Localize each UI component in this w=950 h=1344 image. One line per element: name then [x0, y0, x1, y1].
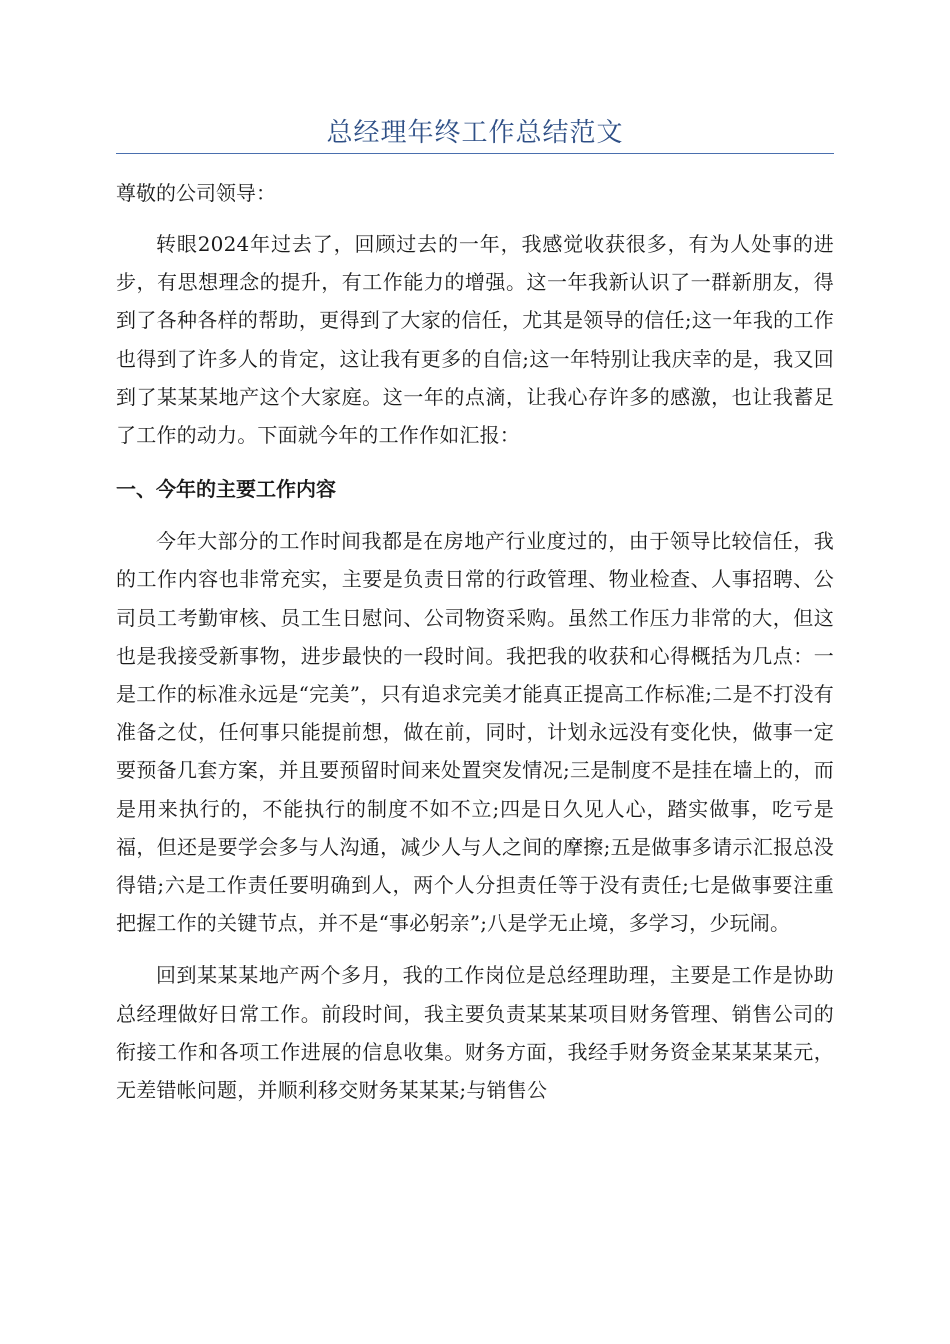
paragraph-current-role: 回到某某某地产两个多月，我的工作岗位是总经理助理，主要是工作是协助总经理做好日常工作。前段时间，我主要负责某某某项目财务管理、销售公司的衔接工作和各项工作进展的信息收集。财务方面，我经手财务资金某某某某元，无差错帐问题，并顺利移交财务某某某;与销售公	[116, 963, 834, 1103]
salutation: 尊敬的公司领导：	[116, 181, 276, 205]
paragraph-intro: 转眼2024年过去了，回顾过去的一年，我感觉收获很多，有为人处事的进步，有思想理念的提升，有工作能力的增强。这一年我新认识了一群新朋友，得到了各种各样的帮助，更得到了大家的信任，尤其是领导的信任;这一年我的工作也得到了许多人的肯定，这让我有更多的自信;这一年特别让我庆幸的是，我又回到了某某某地产这个大家庭。这一年的点滴，让我心存许多的感激，也让我蓄足了工作的动力。下面就今年的工作作如汇报：	[116, 232, 834, 448]
title-divider	[116, 153, 834, 154]
document-page	[116, 0, 834, 1109]
document-title: 总经理年终工作总结范文	[326, 118, 624, 148]
section-heading: 一、今年的主要工作内容	[116, 477, 336, 502]
paragraph-main-work: 今年大部分的工作时间我都是在房地产行业度过的，由于领导比较信任，我的工作内容也非常充实，主要是负责日常的行政管理、物业检查、人事招聘、公司员工考勤审核、员工生日慰问、公司物资采购。虽然工作压力非常的大，但这也是我接受新事物，进步最快的一段时间。我把我的收获和心得概括为几点：一是工作的标准永远是“完美”，只有追求完美才能真正提高工作标准;二是不打没有准备之仗，任何事只能提前想，做在前，同时，计划永远没有变化快，做事一定要预备几套方案，并且要预留时间来处置突发情况;三是制度不是挂在墙上的，而是用来执行的，不能执行的制度不如不立;四是日久见人心，踏实做事，吃亏是福，但还是要学会多与人沟通，减少人与人之间的摩擦;五是做事多请示汇报总没得错;六是工作责任要明确到人，两个人分担责任等于没有责任;七是做事要注重把握工作的关键节点，并不是“事必躬亲”;八是学无止境，多学习，少玩闹。	[116, 529, 834, 936]
